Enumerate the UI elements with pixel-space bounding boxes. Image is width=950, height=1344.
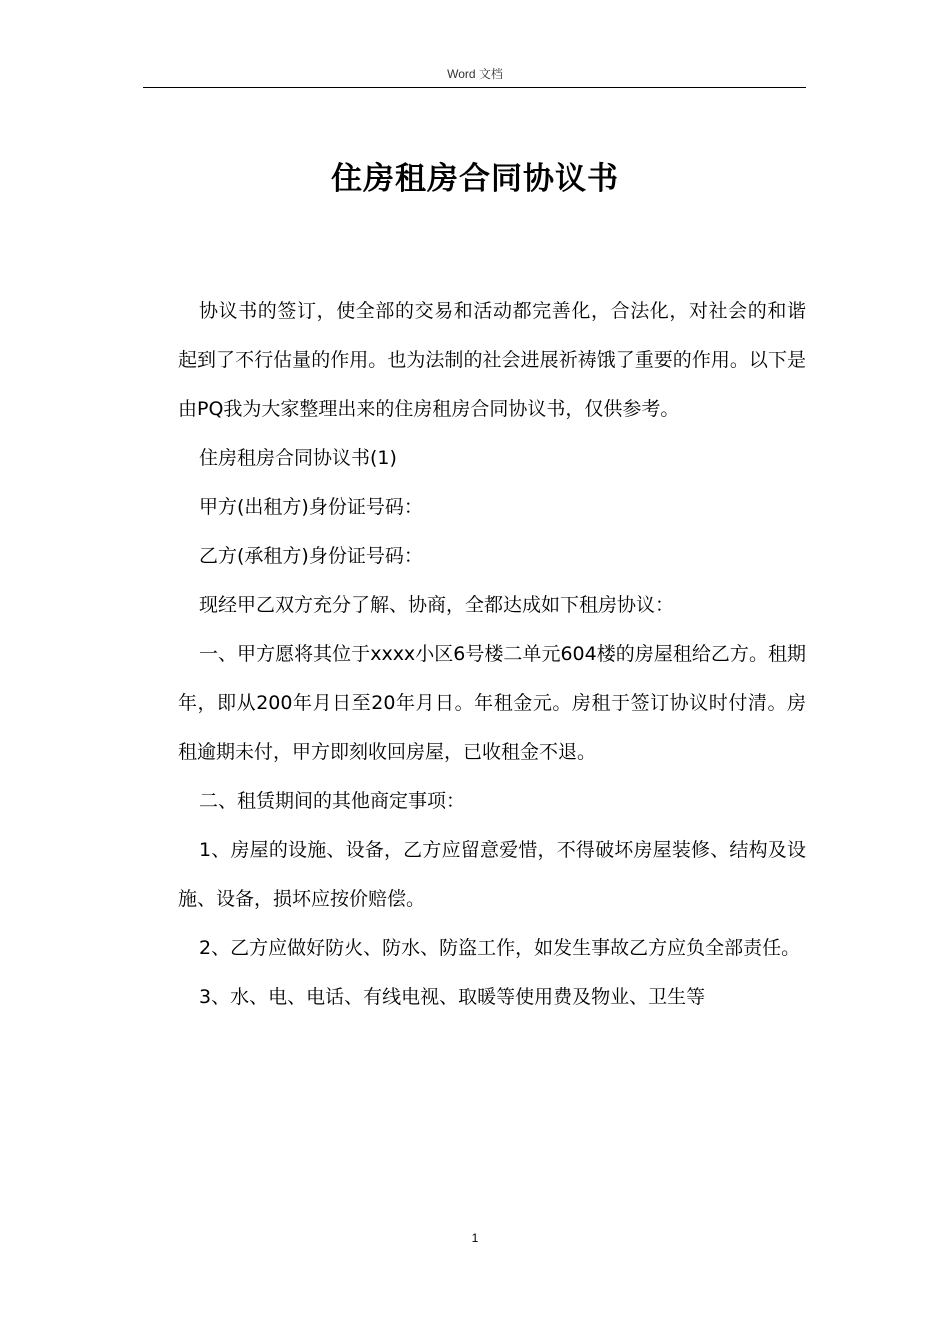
document-title: 住房租房合同协议书	[331, 161, 619, 197]
paragraph-clause-1: 一、甲方愿将其位于xxxx小区6号楼二单元604楼的房屋租给乙方。租期年，即从200年月日至20年月日。年租金元。房租于签订协议时付清。房租逾期未付，甲方即刻收回房屋，已收租金不退。	[178, 643, 806, 763]
paragraph-party-a: 甲方(出租方)身份证号码：	[199, 496, 423, 518]
paragraph-agreement: 现经甲乙双方充分了解、协商，全都达成如下租房协议：	[199, 594, 675, 616]
paragraph-subtitle: 住房租房合同协议书(1)	[199, 447, 397, 469]
header-divider	[143, 87, 806, 88]
paragraph-intro: 协议书的签订，使全部的交易和活动都完善化，合法化，对社会的和谐起到了不行估量的作用。也为法制的社会进展祈祷饿了重要的作用。以下是由PQ我为大家整理出来的住房租房合同协议书，仅供参考。	[178, 300, 806, 420]
paragraph-item-2: 2、乙方应做好防火、防水、防盗工作，如发生事故乙方应负全部责任。	[199, 937, 801, 959]
paragraph-party-b: 乙方(承租方)身份证号码：	[199, 545, 423, 567]
page-number: 1	[471, 1231, 479, 1245]
paragraph-item-3: 3、水、电、电话、有线电视、取暖等使用费及物业、卫生等	[199, 986, 706, 1008]
document-body	[178, 287, 806, 1022]
paragraph-item-1: 1、房屋的设施、设备，乙方应留意爱惜，不得破坏房屋装修、结构及设施、设备，损坏应按价赔偿。	[178, 839, 806, 910]
page-header: Word 文档	[447, 67, 503, 81]
paragraph-clause-2: 二、租赁期间的其他商定事项：	[199, 790, 466, 812]
